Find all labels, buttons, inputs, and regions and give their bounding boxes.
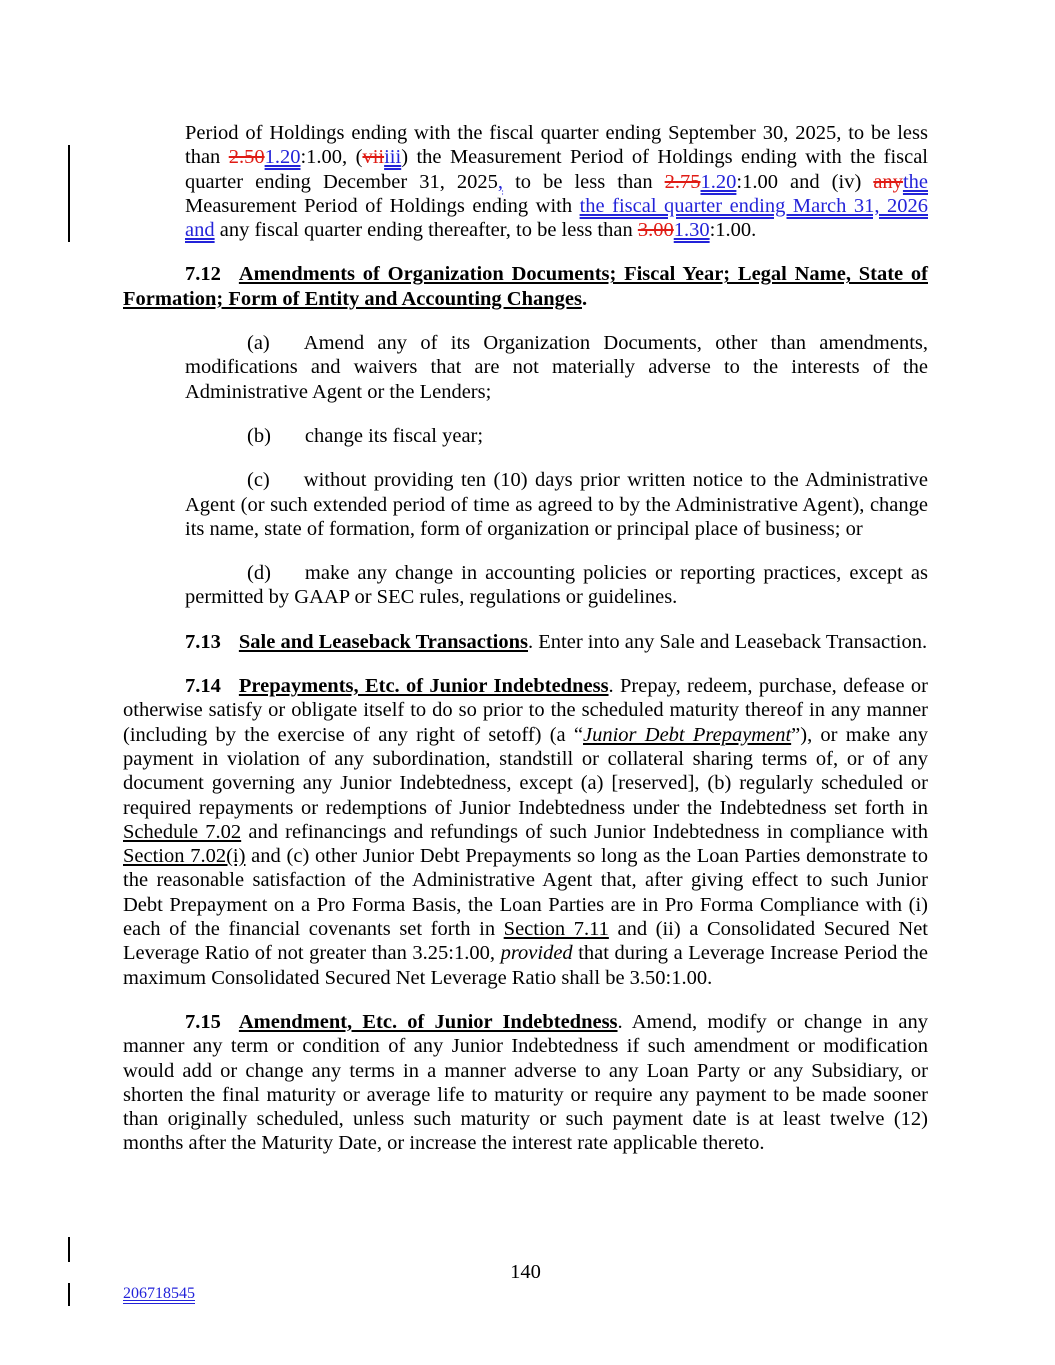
list-item-c: (c) without providing ten (10) days prior written notice to the Administrative Agent (or such extended period of time as agreed to by the Administrative Agent), change its name, state of formation, form of organization or principal place of business; or [185,469,928,540]
margin-change-bar [68,145,70,242]
document-body [123,121,928,1156]
page-number: 140 [510,1261,541,1283]
section-paragraph-7-15: 7.15 Amendment, Etc. of Junior Indebtedness. Amend, modify or change in any manner any term or condition of any Junior Indebtedness if such amendment or modification would add or change any terms in a manner adverse to any Loan Party or any Subsidiary, or shorten the final maturity or average life to maturity or require any payment to be made sooner than originally scheduled, unless such maturity or such payment date is at least twelve (12) months after the Maturity Date, or increase the interest rate applicable thereto. [123,1010,929,1155]
list-item-b: (b) change its fiscal year; [247,424,484,447]
section-paragraph-7-13: 7.13 Sale and Leaseback Transactions. Enter into any Sale and Leaseback Transaction. [185,630,928,653]
list-item-d: (d) make any change in accounting policies or reporting practices, except as permitted by GAAP or SEC rules, regulations or guidelines. [185,562,928,609]
document-id-stamp: 206718545 [123,1285,195,1302]
section-paragraph-7-14: 7.14 Prepayments, Etc. of Junior Indebtedness. Prepay, redeem, purchase, defease or otherwise satisfy or obligate itself to do so prior to the scheduled maturity thereof in any manner (including by the exercise of any right of setoff) (a “Junior Debt Prepayment”), or make any payment in violation of any subordination, standstill or collateral sharing terms of, or of any document governing any Junior Indebtedness, except (a) [reserved], (b) regularly scheduled or required repayments or redemptions of Junior Indebtedness under the Indebtedness set forth in Schedule 7.02 and refinancings and refundings of such Junior Indebtedness in compliance with Section 7.02(i) and (c) other Junior Debt Prepayments so long as the Loan Parties demonstrate to the reasonable satisfaction of the Administrative Agent that, after giving effect to such Junior Debt Prepayment on a Pro Forma Basis, the Loan Parties are in Pro Forma Compliance with (i) each of the financial covenants set forth in Section 7.11 and (ii) a Consolidated Secured Net Leverage Ratio of not greater than 3.25:1.00, provided that during a Leverage Increase Period the maximum Consolidated Secured Net Leverage Ratio shall be 3.50:1.00. [123,675,928,989]
margin-change-bar [68,1283,70,1306]
section-heading-7-12: 7.12 Amendments of Organization Documents; Fiscal Year; Legal Name, State of Formation; Form of Entity and Accounting Changes. [123,263,928,310]
margin-change-bar [68,1237,70,1262]
paragraph-covenant-continuation: Period of Holdings ending with the fiscal quarter ending September 30, 2025, to be less than 2.501.20:1.00, (viiiii) the Measurement Period of Holdings ending with the fiscal quarter ending December 31, 2025, to be less than 2.751.20:1.00 and (iv) anythe Measurement Period of Holdings ending with the fiscal quarter ending March 31, 2026 and any fiscal quarter ending thereafter, to be less than 3.001.30:1.00. [185,122,929,242]
list-item-a: (a) Amend any of its Organization Documents, other than amendments, modifications and waivers that are not materially adverse to the interests of the Administrative Agent or the Lenders; [185,332,928,403]
